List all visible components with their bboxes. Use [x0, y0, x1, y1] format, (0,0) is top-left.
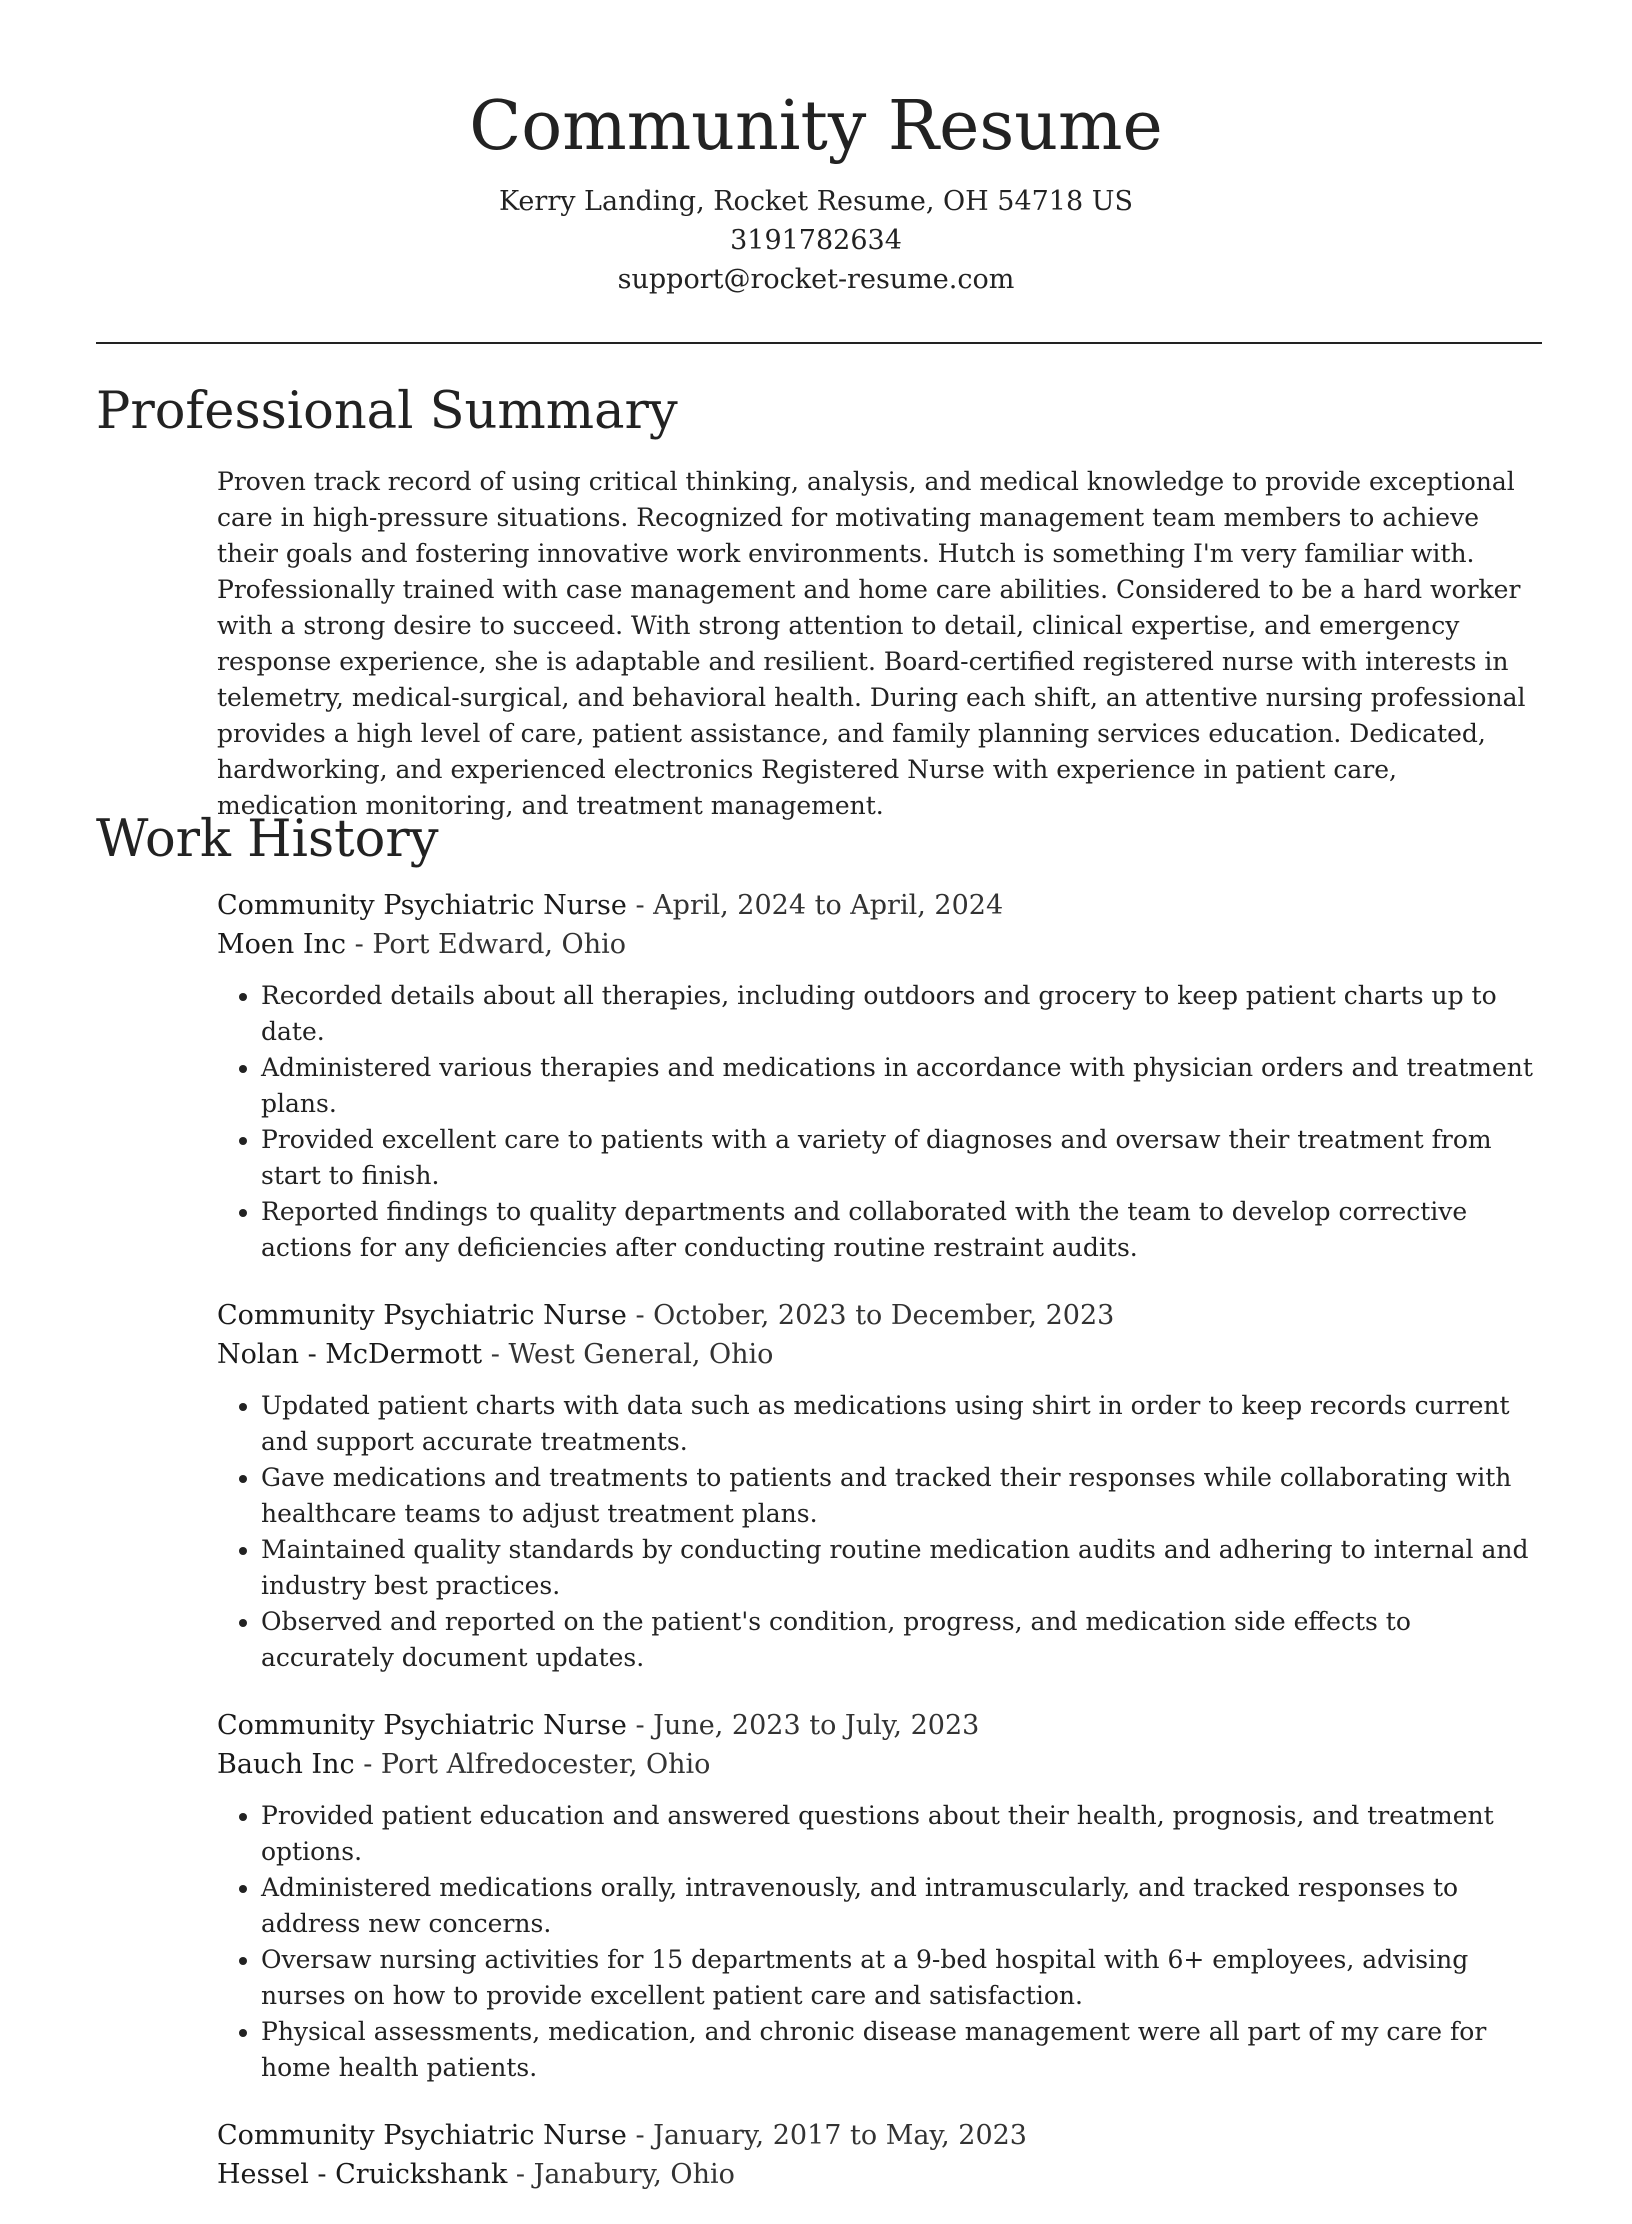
job-bullet-list: [217, 978, 1542, 1266]
separator: -: [626, 890, 654, 921]
job-entry: [217, 2116, 1542, 2194]
separator: -: [482, 1339, 509, 1370]
separator: -: [626, 1300, 654, 1331]
job-dates: June, 2023 to July, 2023: [653, 1710, 980, 1741]
job-title-line: [217, 1706, 1542, 1745]
candidate-name: Community Resume: [469, 87, 1163, 166]
job-company: Bauch Inc: [217, 1749, 355, 1780]
job-bullet: • Administered various therapies and medications in accordance with physician orders and treatment plans.: [261, 1050, 1542, 1122]
job-bullet: • Provided patient education and answered questions about their health, prognosis, and treatment options.: [261, 1798, 1542, 1870]
job-location: Port Alfredocester, Ohio: [380, 1749, 711, 1780]
separator: -: [354, 1749, 381, 1780]
professional-summary-section: [96, 380, 1542, 824]
job-company-line: [217, 2155, 1542, 2194]
contact-email: support@rocket-resume.com: [617, 264, 1015, 295]
separator: -: [626, 2120, 654, 2151]
job-location: Janabury, Ohio: [533, 2159, 735, 2190]
contact-phone: 3191782634: [730, 225, 902, 256]
job-title-line: [217, 1296, 1542, 1335]
job-entry: [217, 1296, 1542, 1676]
job-bullet: • Gave medications and treatments to patients and tracked their responses while collaborating with healthcare teams to adjust treatment plans.: [261, 1460, 1542, 1532]
job-list: [217, 886, 1542, 2194]
job-location: Port Edward, Ohio: [372, 929, 626, 960]
summary-text: Proven track record of using critical thinking, analysis, and medical knowledge to provide exceptional care in high-pressure situations. Recognized for motivating management team members to achieve their goals and fostering innovative work environments. Hutch is something I'm very familiar with. Professionally trained with case management and home care abilities. Considered to be a hard worker with a strong desire to succeed. With strong attention to detail, clinical expertise, and emergency response experience, she is adaptable and resilient. Board-certified registered nurse with interests in telemetry, medical-surgical, and behavioral health. During each shift, an attentive nursing professional provides a high level of care, patient assistance, and family planning services education. Dedicated, hardworking, and experienced electronics Registered Nurse with experience in patient care, medication monitoring, and treatment management.: [217, 467, 1526, 820]
job-bullet: • Observed and reported on the patient's condition, progress, and medication side effects to accurately document updates.: [261, 1604, 1542, 1676]
job-bullet: • Physical assessments, medication, and chronic disease management were all part of my care for home health patients.: [261, 2014, 1542, 2086]
work-history-section: [96, 808, 1542, 2224]
contact-address: Kerry Landing, Rocket Resume, OH 54718 US: [498, 186, 1133, 217]
job-title-line: [217, 886, 1542, 925]
job-bullet: • Administered medications orally, intravenously, and intramuscularly, and tracked responses to address new concerns.: [261, 1870, 1542, 1942]
job-title: Community Psychiatric Nurse: [217, 1300, 627, 1331]
job-bullet: • Updated patient charts with data such as medications using shirt in order to keep records current and support accurate treatments.: [261, 1388, 1542, 1460]
job-bullet: • Reported findings to quality departments and collaborated with the team to develop corrective actions for any deficiencies after conducting routine restraint audits.: [261, 1194, 1542, 1266]
job-entry: [217, 886, 1542, 1266]
job-company-line: [217, 925, 1542, 964]
job-dates: April, 2024 to April, 2024: [653, 890, 1004, 921]
job-dates: January, 2017 to May, 2023: [653, 2120, 1027, 2151]
work-history-heading: Work History: [96, 810, 439, 869]
job-bullet-list: [217, 1798, 1542, 2086]
job-title: Community Psychiatric Nurse: [217, 890, 627, 921]
resume-header: [0, 0, 1632, 299]
summary-heading: Professional Summary: [96, 382, 678, 441]
job-title: Community Psychiatric Nurse: [217, 2120, 627, 2151]
job-company-line: [217, 1335, 1542, 1374]
job-location: West General, Ohio: [508, 1339, 774, 1370]
header-divider: [96, 342, 1542, 344]
contact-info: [0, 182, 1632, 299]
job-company: Nolan - McDermott: [217, 1339, 483, 1370]
job-entry: [217, 1706, 1542, 2086]
job-title: Community Psychiatric Nurse: [217, 1710, 627, 1741]
separator: -: [626, 1710, 654, 1741]
job-dates: October, 2023 to December, 2023: [653, 1300, 1115, 1331]
job-title-line: [217, 2116, 1542, 2155]
job-company-line: [217, 1745, 1542, 1784]
job-company: Hessel - Cruickshank: [217, 2159, 508, 2190]
job-bullet: • Maintained quality standards by conducting routine medication audits and adhering to internal and industry best practices.: [261, 1532, 1542, 1604]
separator: -: [507, 2159, 534, 2190]
job-bullet: • Oversaw nursing activities for 15 departments at a 9-bed hospital with 6+ employees, advising nurses on how to provide excellent patient care and satisfaction.: [261, 1942, 1542, 2014]
job-bullet: • Provided excellent care to patients with a variety of diagnoses and oversaw their treatment from start to finish.: [261, 1122, 1542, 1194]
job-bullet-list: [217, 1388, 1542, 1676]
job-bullet: • Recorded details about all therapies, including outdoors and grocery to keep patient charts up to date.: [261, 978, 1542, 1050]
separator: -: [346, 929, 373, 960]
job-company: Moen Inc: [217, 929, 347, 960]
